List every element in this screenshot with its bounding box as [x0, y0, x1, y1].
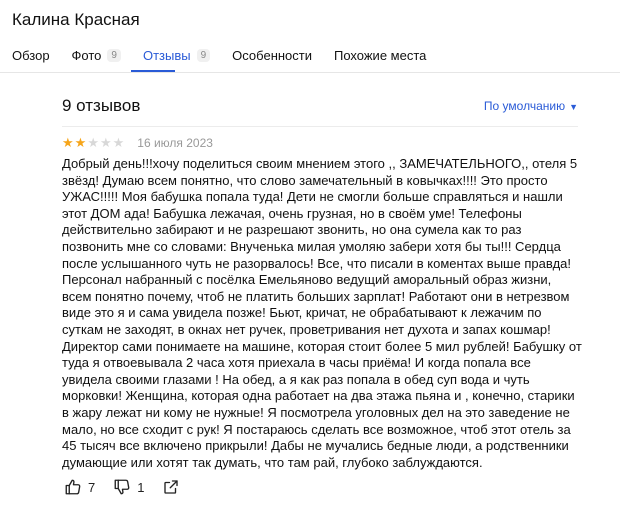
review-meta	[62, 136, 213, 150]
tab-count-badge: 9	[197, 49, 211, 62]
tab-count-badge: 9	[107, 49, 121, 62]
tab-label: Отзывы	[142, 47, 191, 63]
like-count: 7	[88, 479, 96, 495]
tab-features[interactable]	[232, 44, 312, 66]
star-icon: ★	[112, 135, 125, 150]
reviews-divider	[62, 126, 578, 127]
star-icon: ★	[74, 135, 87, 150]
place-title: Калина Красная	[12, 10, 140, 29]
thumbs-down-icon	[113, 478, 131, 496]
tab-label: Фото	[71, 47, 102, 63]
share-button[interactable]	[162, 478, 180, 496]
tabs-divider	[0, 72, 620, 73]
tabs-bar	[12, 44, 448, 66]
sort-label: По умолчанию	[483, 99, 566, 113]
thumbs-up-icon	[64, 478, 82, 496]
tab-overview[interactable]	[12, 44, 50, 66]
like-button[interactable]	[64, 478, 95, 496]
tab-similar-places[interactable]	[334, 44, 426, 66]
chevron-down-icon: ▼	[569, 102, 578, 112]
tab-label: Похожие места	[334, 47, 427, 63]
tab-label: Особенности	[232, 47, 312, 63]
reviews-heading: 9 отзывов	[62, 96, 141, 115]
star-icon: ★	[62, 135, 74, 150]
star-icon: ★	[99, 135, 112, 150]
dislike-button[interactable]	[113, 478, 144, 496]
dislike-count: 1	[137, 479, 145, 495]
sort-dropdown[interactable]	[484, 99, 578, 113]
review-text: Добрый день!!!хочу поделиться своим мнением этого ,, ЗАМЕЧАТЕЛЬНОГО,, отеля 5 звёзд! Думаю всем понятно, что слово замечательный в ковычках!!!! Это просто УЖАС!!!!! Моя бабушка попала туда! Дети не смогли больше справляться и нашли этот ДОМ ада! Бабушка лежачая, очень грузная, но в своём уме! Телефоны действительно забирают и не разрешают звонить, но она сумела как то раз позвонить мне со словами: Внученька милая умоляю забери хотя бы ты!!! Сердца после услышанного чуть не разорвалось! Все, что писали в коментах выше правда! Персонал набранный с посёлка Емельяново ведущий аморальный образ жизни, всем понятно почему, чтоб не платить больших зарплат! Работают они в нетрезвом виде это я и сама увидела позже! Бьют, кричат, не обрабатывают к лежачим по суткам не заходят, в окнах нет ручек, проветривания нет духота и запах кошмар! Директор сами понимаете на машине, которая стоит более 5 мил рублей! Бабушку от туда я отвоевывала 2 часа хотя приехала в часы приёма! И когда попала все увидела своими глазами ! На обед, а я как раз попала в обед суп вода и чуть морковки! Женщина, которая одна работает на два этажа пьяна и , конечно, старики в жару лежат ни кому не нужные! Я посмотрела уголовных дел на это заведение не мало, но все сходит с рук! Я постараюсь сделать все возможное, чтоб этот отель за 45 тысяч все включено прикрыли! Дабы не мучались бедные люди, а родственники думающие или хотят так думать, что там рай, глубоко заблуждаются.	[62, 156, 582, 470]
tab-photos[interactable]	[72, 44, 121, 66]
share-icon	[162, 478, 180, 496]
review-date: 16 июля 2023	[137, 136, 213, 150]
tab-reviews[interactable]	[143, 44, 210, 66]
tab-label: Обзор	[12, 47, 50, 63]
review-actions	[64, 478, 198, 496]
star-icon: ★	[87, 135, 99, 150]
rating-stars	[62, 136, 125, 150]
